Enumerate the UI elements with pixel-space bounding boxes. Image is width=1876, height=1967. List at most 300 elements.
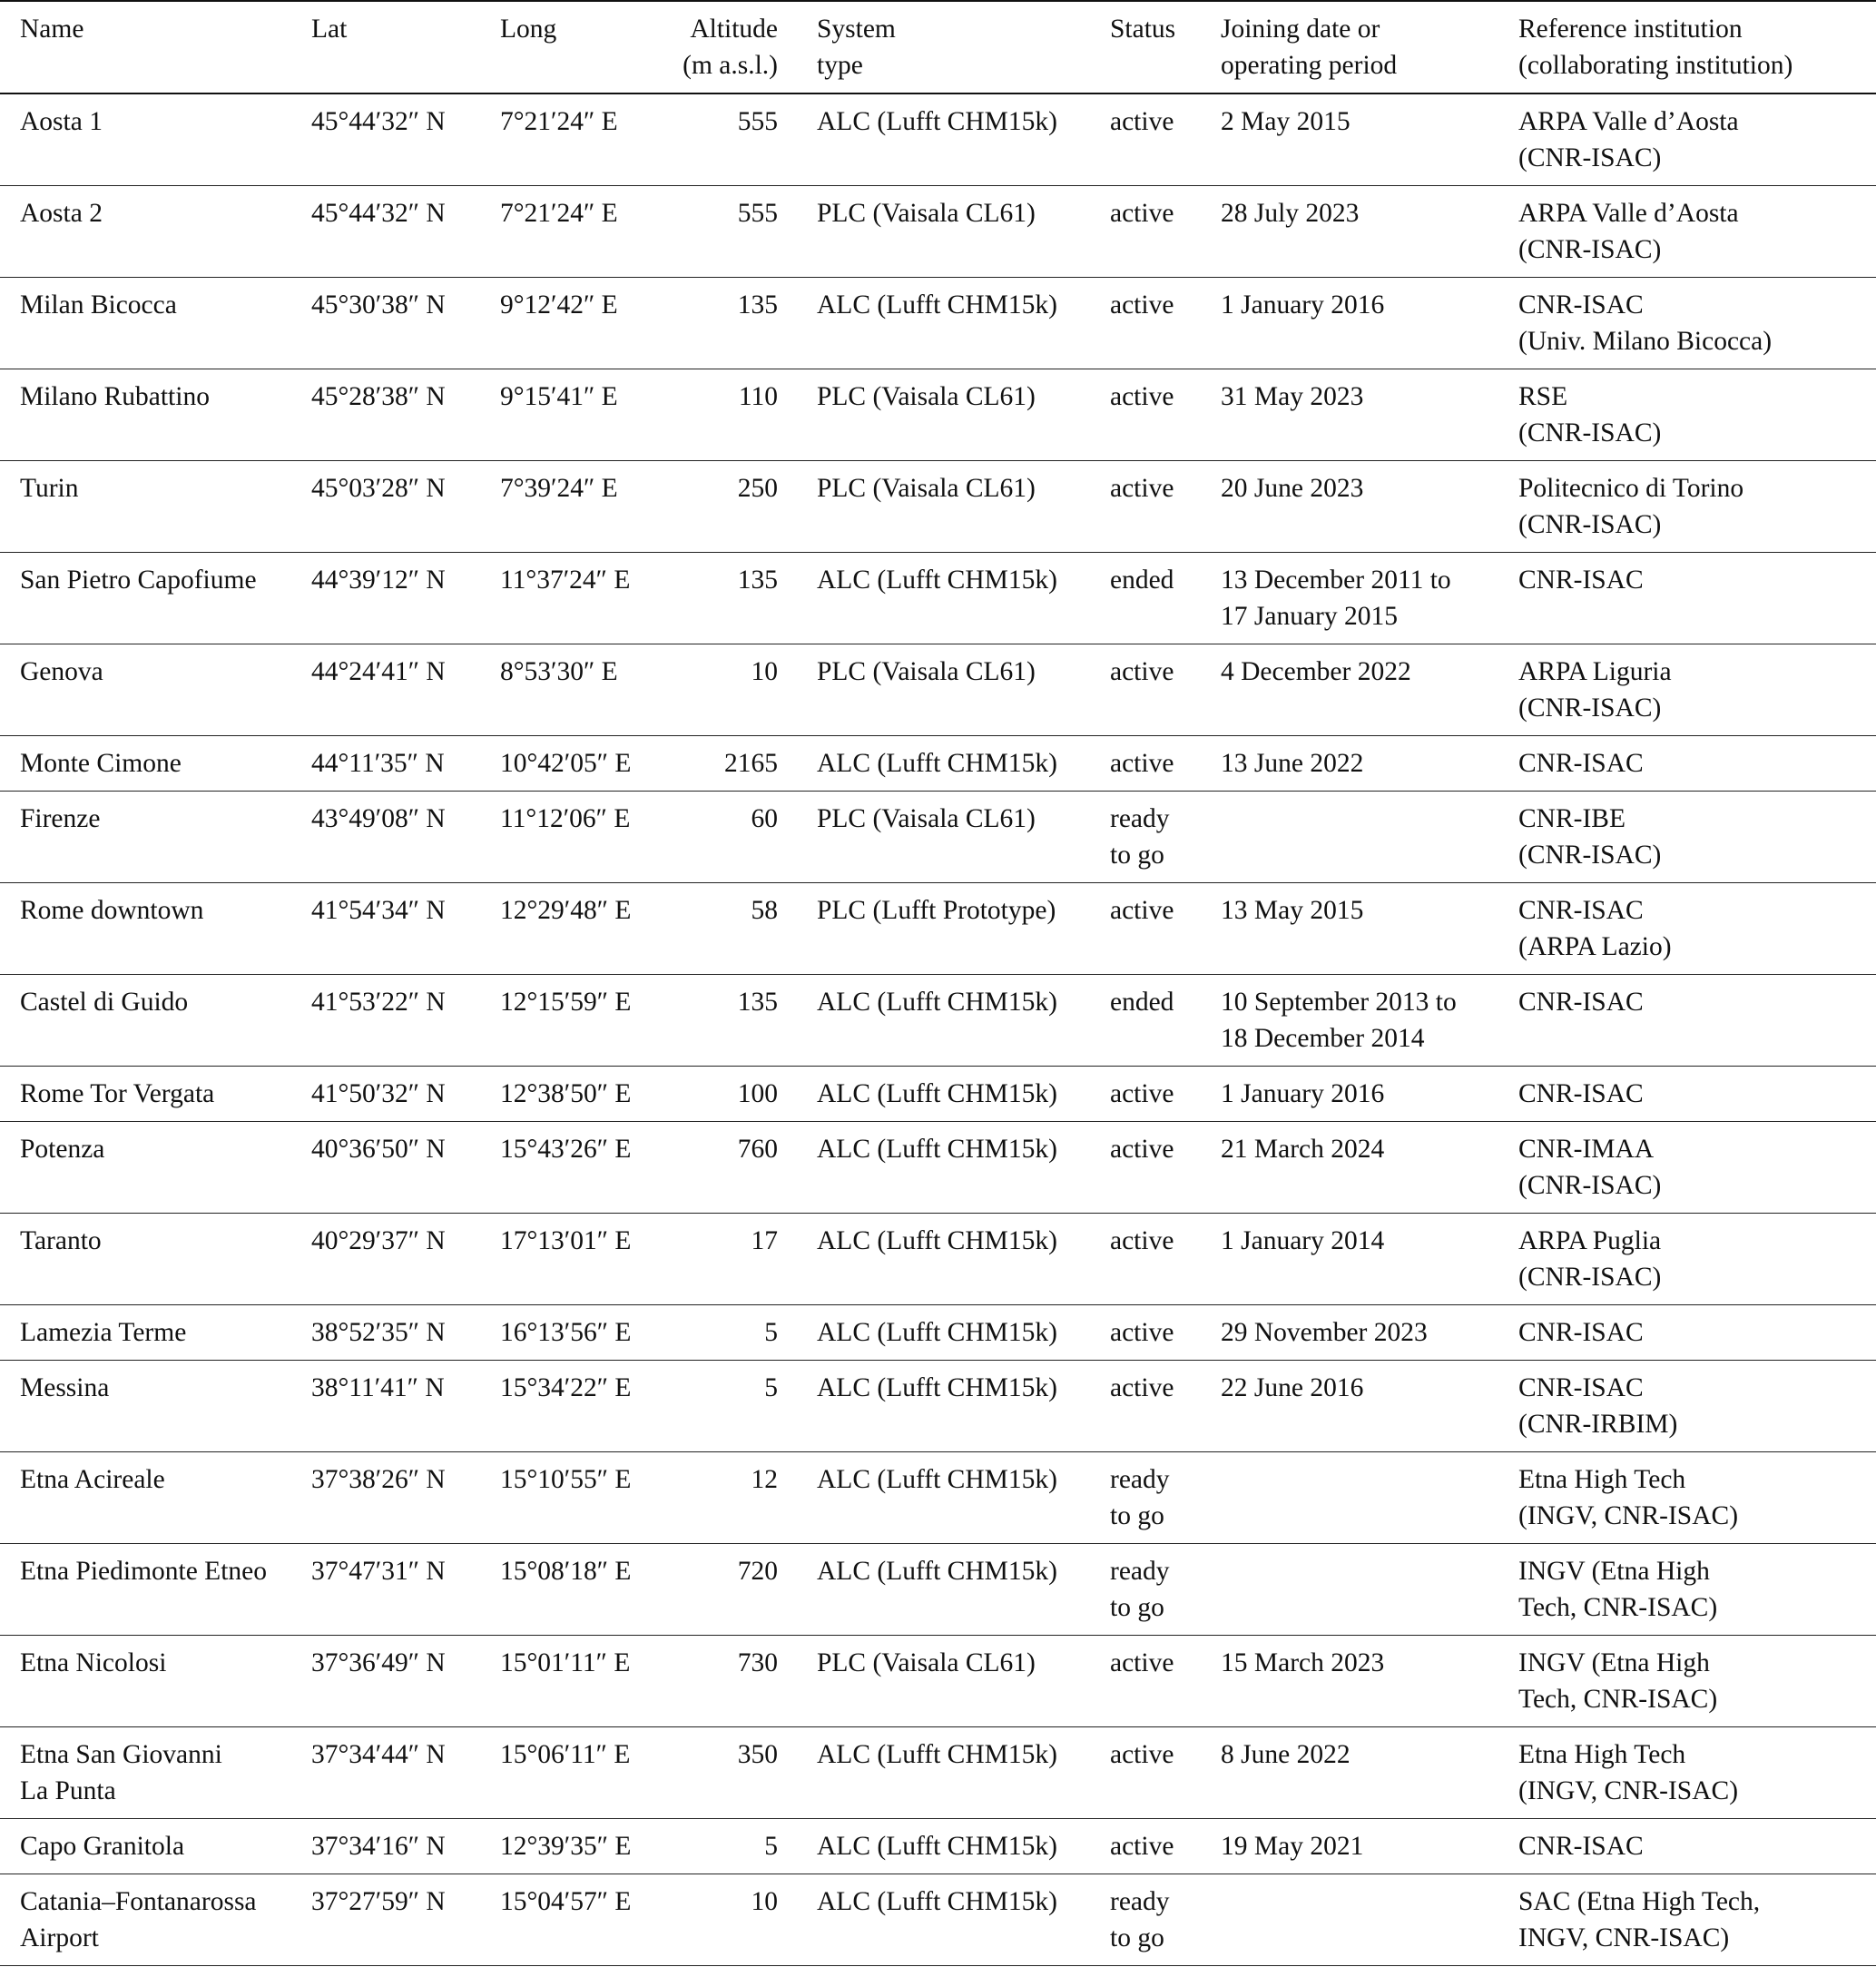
cell-text: Etna High Tech xyxy=(1518,1740,1686,1769)
cell-reference-institution xyxy=(1518,93,1876,186)
header-text: Status xyxy=(1110,15,1176,44)
cell-status xyxy=(1110,883,1221,975)
cell-name xyxy=(0,644,311,736)
cell-text: 37°38′26″ N xyxy=(311,1465,446,1494)
cell-long xyxy=(500,1727,642,1819)
cell-lat xyxy=(311,792,500,883)
cell-text: CNR-ISAC xyxy=(1518,896,1644,925)
cell-text: 15°04′57″ E xyxy=(500,1887,632,1916)
cell-name xyxy=(0,553,311,644)
cell-joining-date xyxy=(1221,883,1518,975)
cell-text: (CNR-ISAC) xyxy=(1518,510,1662,539)
cell-text: (CNR-ISAC) xyxy=(1518,143,1662,172)
cell-reference-institution xyxy=(1518,1361,1876,1452)
cell-altitude xyxy=(642,369,810,461)
cell-long xyxy=(500,1819,642,1874)
cell-lat xyxy=(311,278,500,369)
cell-text: 17°13′01″ E xyxy=(500,1226,632,1255)
cell-text: ALC (Lufft CHM15k) xyxy=(817,1079,1057,1108)
cell-text: ALC (Lufft CHM15k) xyxy=(817,1373,1057,1402)
cell-text: Catania–Fontanarossa xyxy=(20,1887,257,1916)
cell-status xyxy=(1110,278,1221,369)
cell-text: (CNR-ISAC) xyxy=(1518,693,1662,723)
header-text: Long xyxy=(500,15,557,44)
cell-text: PLC (Lufft Prototype) xyxy=(817,896,1056,925)
cell-text: 760 xyxy=(737,1135,778,1164)
cell-long xyxy=(500,369,642,461)
cell-joining-date xyxy=(1221,1214,1518,1305)
cell-name xyxy=(0,1452,311,1544)
cell-joining-date xyxy=(1221,1067,1518,1122)
cell-text: active xyxy=(1110,1318,1174,1347)
cell-text: ARPA Valle d’Aosta xyxy=(1518,199,1739,228)
cell-text: 100 xyxy=(737,1079,778,1108)
cell-text: ARPA Puglia xyxy=(1518,1226,1662,1255)
cell-altitude xyxy=(642,1819,810,1874)
cell-long xyxy=(500,1067,642,1122)
cell-text: Rome downtown xyxy=(20,896,204,925)
cell-text: active xyxy=(1110,896,1174,925)
cell-text: ready xyxy=(1110,1557,1170,1586)
cell-text: 15°34′22″ E xyxy=(500,1373,632,1402)
cell-text: ALC (Lufft CHM15k) xyxy=(817,1740,1057,1769)
cell-text: CNR-IMAA xyxy=(1518,1135,1655,1164)
cell-text: (INGV, CNR-ISAC) xyxy=(1518,1776,1739,1805)
cell-text: 1 January 2014 xyxy=(1221,1226,1385,1255)
cell-name xyxy=(0,278,311,369)
cell-status xyxy=(1110,736,1221,792)
cell-reference-institution xyxy=(1518,644,1876,736)
table-row xyxy=(0,369,1876,461)
cell-system-type xyxy=(810,1067,1110,1122)
cell-text: Tech, CNR-ISAC) xyxy=(1518,1685,1718,1714)
cell-text: 41°54′34″ N xyxy=(311,896,446,925)
cell-text: 7°21′24″ E xyxy=(500,199,618,228)
cell-status xyxy=(1110,644,1221,736)
cell-text: 44°24′41″ N xyxy=(311,657,446,686)
cell-system-type xyxy=(810,975,1110,1067)
cell-reference-institution xyxy=(1518,1874,1876,1966)
cell-joining-date xyxy=(1221,461,1518,553)
cell-reference-institution xyxy=(1518,1214,1876,1305)
cell-text: 19 May 2021 xyxy=(1221,1832,1364,1861)
cell-text: 15 March 2023 xyxy=(1221,1648,1385,1677)
cell-lat xyxy=(311,1636,500,1727)
cell-text: 13 May 2015 xyxy=(1221,896,1364,925)
cell-text: Capo Granitola xyxy=(20,1832,185,1861)
cell-status xyxy=(1110,461,1221,553)
cell-text: to go xyxy=(1110,1501,1164,1530)
header-text: (m a.s.l.) xyxy=(683,51,778,80)
cell-name xyxy=(0,1636,311,1727)
cell-long xyxy=(500,792,642,883)
cell-long xyxy=(500,1874,642,1966)
cell-text: (ARPA Lazio) xyxy=(1518,932,1672,961)
cell-text: 7°39′24″ E xyxy=(500,474,618,503)
table-row xyxy=(0,1067,1876,1122)
cell-altitude xyxy=(642,644,810,736)
cell-text: to go xyxy=(1110,1593,1164,1622)
cell-text: 555 xyxy=(737,199,778,228)
header-system-type xyxy=(810,1,1110,93)
cell-name xyxy=(0,975,311,1067)
cell-text: active xyxy=(1110,1648,1174,1677)
cell-text: ALC (Lufft CHM15k) xyxy=(817,1557,1057,1586)
cell-text: 350 xyxy=(737,1740,778,1769)
cell-text: active xyxy=(1110,1226,1174,1255)
cell-text: 12°29′48″ E xyxy=(500,896,632,925)
cell-lat xyxy=(311,1361,500,1452)
cell-text: Etna Acireale xyxy=(20,1465,165,1494)
cell-lat xyxy=(311,461,500,553)
cell-altitude xyxy=(642,1727,810,1819)
cell-text: 18 December 2014 xyxy=(1221,1024,1425,1053)
cell-name xyxy=(0,792,311,883)
cell-text: 135 xyxy=(737,988,778,1017)
cell-name xyxy=(0,369,311,461)
cell-name xyxy=(0,1067,311,1122)
cell-long xyxy=(500,1452,642,1544)
cell-joining-date xyxy=(1221,1361,1518,1452)
cell-system-type xyxy=(810,644,1110,736)
cell-text: 40°36′50″ N xyxy=(311,1135,446,1164)
header-text: Altitude xyxy=(690,15,778,44)
cell-joining-date xyxy=(1221,93,1518,186)
cell-altitude xyxy=(642,1452,810,1544)
cell-reference-institution xyxy=(1518,1727,1876,1819)
cell-text: (CNR-ISAC) xyxy=(1518,418,1662,447)
table-row xyxy=(0,1122,1876,1214)
cell-text: 10 xyxy=(751,1887,778,1916)
cell-long xyxy=(500,975,642,1067)
cell-reference-institution xyxy=(1518,278,1876,369)
cell-status xyxy=(1110,792,1221,883)
cell-status xyxy=(1110,1122,1221,1214)
cell-text: (CNR-ISAC) xyxy=(1518,1171,1662,1200)
cell-long xyxy=(500,644,642,736)
cell-text: ready xyxy=(1110,804,1170,833)
table-row xyxy=(0,883,1876,975)
cell-reference-institution xyxy=(1518,1305,1876,1361)
cell-text: 12°39′35″ E xyxy=(500,1832,632,1861)
cell-text: Etna Nicolosi xyxy=(20,1648,167,1677)
cell-system-type xyxy=(810,1727,1110,1819)
cell-text: Rome Tor Vergata xyxy=(20,1079,215,1108)
cell-text: active xyxy=(1110,1740,1174,1769)
header-text: System xyxy=(817,15,896,44)
cell-reference-institution xyxy=(1518,792,1876,883)
cell-text: (CNR-IRBIM) xyxy=(1518,1410,1678,1439)
cell-name xyxy=(0,1819,311,1874)
cell-text: ALC (Lufft CHM15k) xyxy=(817,1465,1057,1494)
cell-status xyxy=(1110,1636,1221,1727)
cell-text: 135 xyxy=(737,566,778,595)
cell-text: PLC (Vaisala CL61) xyxy=(817,804,1036,833)
cell-altitude xyxy=(642,278,810,369)
cell-text: INGV (Etna High xyxy=(1518,1648,1710,1677)
cell-text: CNR-ISAC xyxy=(1518,566,1644,595)
cell-reference-institution xyxy=(1518,1544,1876,1636)
cell-text: SAC (Etna High Tech, xyxy=(1518,1887,1761,1916)
cell-text: active xyxy=(1110,199,1174,228)
cell-long xyxy=(500,278,642,369)
cell-status xyxy=(1110,1544,1221,1636)
cell-lat xyxy=(311,1214,500,1305)
cell-reference-institution xyxy=(1518,1067,1876,1122)
cell-long xyxy=(500,1305,642,1361)
cell-text: 21 March 2024 xyxy=(1221,1135,1385,1164)
cell-reference-institution xyxy=(1518,883,1876,975)
cell-text: La Punta xyxy=(20,1776,116,1805)
cell-text: 31 May 2023 xyxy=(1221,382,1364,411)
cell-altitude xyxy=(642,93,810,186)
cell-status xyxy=(1110,93,1221,186)
cell-lat xyxy=(311,1874,500,1966)
cell-text: 13 June 2022 xyxy=(1221,749,1364,778)
table-row xyxy=(0,461,1876,553)
cell-system-type xyxy=(810,93,1110,186)
cell-text: 29 November 2023 xyxy=(1221,1318,1428,1347)
cell-lat xyxy=(311,1819,500,1874)
cell-lat xyxy=(311,93,500,186)
cell-name xyxy=(0,1122,311,1214)
cell-text: 13 December 2011 to xyxy=(1221,566,1451,595)
cell-joining-date xyxy=(1221,1819,1518,1874)
cell-name xyxy=(0,736,311,792)
cell-text: ARPA Liguria xyxy=(1518,657,1672,686)
cell-system-type xyxy=(810,1361,1110,1452)
cell-text: 730 xyxy=(737,1648,778,1677)
cell-text: Etna High Tech xyxy=(1518,1465,1686,1494)
cell-text: 60 xyxy=(751,804,778,833)
cell-lat xyxy=(311,975,500,1067)
cell-system-type xyxy=(810,1305,1110,1361)
cell-lat xyxy=(311,1544,500,1636)
cell-joining-date xyxy=(1221,644,1518,736)
header-text: Lat xyxy=(311,15,348,44)
cell-text: ALC (Lufft CHM15k) xyxy=(817,988,1057,1017)
cell-name xyxy=(0,1544,311,1636)
table-row xyxy=(0,1452,1876,1544)
cell-text: 43°49′08″ N xyxy=(311,804,446,833)
cell-text: 37°47′31″ N xyxy=(311,1557,446,1586)
cell-text: PLC (Vaisala CL61) xyxy=(817,657,1036,686)
cell-lat xyxy=(311,644,500,736)
table-row xyxy=(0,1544,1876,1636)
table-row xyxy=(0,1214,1876,1305)
cell-system-type xyxy=(810,883,1110,975)
cell-text: 5 xyxy=(764,1832,778,1861)
cell-long xyxy=(500,553,642,644)
cell-text: 15°01′11″ E xyxy=(500,1648,631,1677)
cell-text: ARPA Valle d’Aosta xyxy=(1518,107,1739,136)
cell-text: ended xyxy=(1110,988,1174,1017)
cell-text: CNR-ISAC xyxy=(1518,1079,1644,1108)
cell-text: ready xyxy=(1110,1887,1170,1916)
cell-lat xyxy=(311,1452,500,1544)
cell-text: ALC (Lufft CHM15k) xyxy=(817,1318,1057,1347)
table-row xyxy=(0,792,1876,883)
cell-text: 22 June 2016 xyxy=(1221,1373,1364,1402)
cell-text: 12°38′50″ E xyxy=(500,1079,632,1108)
cell-system-type xyxy=(810,1214,1110,1305)
cell-text: 37°34′16″ N xyxy=(311,1832,446,1861)
cell-system-type xyxy=(810,553,1110,644)
table-row xyxy=(0,975,1876,1067)
cell-text: Firenze xyxy=(20,804,101,833)
cell-text: Politecnico di Torino xyxy=(1518,474,1744,503)
cell-text: 41°50′32″ N xyxy=(311,1079,446,1108)
cell-text: Lamezia Terme xyxy=(20,1318,187,1347)
cell-text: active xyxy=(1110,1373,1174,1402)
cell-system-type xyxy=(810,1819,1110,1874)
cell-status xyxy=(1110,1305,1221,1361)
cell-text: INGV (Etna High xyxy=(1518,1557,1710,1586)
cell-joining-date xyxy=(1221,369,1518,461)
cell-reference-institution xyxy=(1518,1819,1876,1874)
cell-text: 10 xyxy=(751,657,778,686)
cell-long xyxy=(500,883,642,975)
cell-status xyxy=(1110,186,1221,278)
cell-text: 44°39′12″ N xyxy=(311,566,446,595)
cell-text: 250 xyxy=(737,474,778,503)
cell-system-type xyxy=(810,1544,1110,1636)
cell-altitude xyxy=(642,1067,810,1122)
cell-system-type xyxy=(810,1122,1110,1214)
cell-long xyxy=(500,461,642,553)
cell-text: 44°11′35″ N xyxy=(311,749,445,778)
cell-text: 45°03′28″ N xyxy=(311,474,446,503)
cell-text: ended xyxy=(1110,566,1174,595)
cell-text: (Univ. Milano Bicocca) xyxy=(1518,327,1773,356)
cell-text: ALC (Lufft CHM15k) xyxy=(817,107,1057,136)
cell-text: ALC (Lufft CHM15k) xyxy=(817,1887,1057,1916)
cell-long xyxy=(500,1214,642,1305)
cell-text: 5 xyxy=(764,1318,778,1347)
cell-text: (CNR-ISAC) xyxy=(1518,235,1662,264)
cell-status xyxy=(1110,975,1221,1067)
cell-text: Monte Cimone xyxy=(20,749,182,778)
cell-lat xyxy=(311,186,500,278)
cell-text: 41°53′22″ N xyxy=(311,988,446,1017)
cell-altitude xyxy=(642,1544,810,1636)
cell-altitude xyxy=(642,792,810,883)
header-text: type xyxy=(817,51,863,80)
cell-long xyxy=(500,1544,642,1636)
cell-text: CNR-ISAC xyxy=(1518,749,1644,778)
cell-altitude xyxy=(642,975,810,1067)
cell-long xyxy=(500,1361,642,1452)
cell-system-type xyxy=(810,278,1110,369)
cell-joining-date xyxy=(1221,1122,1518,1214)
cell-text: 4 December 2022 xyxy=(1221,657,1411,686)
cell-long xyxy=(500,736,642,792)
cell-text: 15°10′55″ E xyxy=(500,1465,632,1494)
cell-text: 10 September 2013 to xyxy=(1221,988,1457,1017)
cell-reference-institution xyxy=(1518,461,1876,553)
header-text: Reference institution xyxy=(1518,15,1743,44)
cell-text: active xyxy=(1110,749,1174,778)
cell-name xyxy=(0,883,311,975)
cell-text: 15°43′26″ E xyxy=(500,1135,632,1164)
cell-text: 16°13′56″ E xyxy=(500,1318,632,1347)
cell-text: (CNR-ISAC) xyxy=(1518,841,1662,870)
cell-text: PLC (Vaisala CL61) xyxy=(817,382,1036,411)
cell-altitude xyxy=(642,1122,810,1214)
cell-altitude xyxy=(642,1214,810,1305)
cell-reference-institution xyxy=(1518,369,1876,461)
cell-long xyxy=(500,1122,642,1214)
cell-text: 1 January 2016 xyxy=(1221,1079,1385,1108)
cell-text: 20 June 2023 xyxy=(1221,474,1364,503)
cell-text: CNR-ISAC xyxy=(1518,290,1644,320)
cell-text: RSE xyxy=(1518,382,1568,411)
cell-joining-date xyxy=(1221,553,1518,644)
cell-text: active xyxy=(1110,290,1174,320)
cell-altitude xyxy=(642,186,810,278)
table-row xyxy=(0,736,1876,792)
cell-joining-date xyxy=(1221,1452,1518,1544)
cell-text: Taranto xyxy=(20,1226,102,1255)
cell-text: 45°44′32″ N xyxy=(311,107,446,136)
cell-text: Aosta 2 xyxy=(20,199,103,228)
cell-text: Milano Rubattino xyxy=(20,382,210,411)
cell-name xyxy=(0,1727,311,1819)
cell-text: CNR-ISAC xyxy=(1518,1373,1644,1402)
cell-system-type xyxy=(810,186,1110,278)
cell-text: ALC (Lufft CHM15k) xyxy=(817,1226,1057,1255)
cell-name xyxy=(0,461,311,553)
cell-text: 110 xyxy=(738,382,778,411)
cell-long xyxy=(500,93,642,186)
cell-text: 12°15′59″ E xyxy=(500,988,632,1017)
cell-text: Messina xyxy=(20,1373,110,1402)
cell-text: 5 xyxy=(764,1373,778,1402)
cell-text: Etna San Giovanni xyxy=(20,1740,222,1769)
cell-text: 37°36′49″ N xyxy=(311,1648,446,1677)
cell-text: 40°29′37″ N xyxy=(311,1226,446,1255)
cell-text: active xyxy=(1110,1079,1174,1108)
cell-joining-date xyxy=(1221,186,1518,278)
cell-name xyxy=(0,1361,311,1452)
table-row xyxy=(0,644,1876,736)
table-row xyxy=(0,186,1876,278)
cell-text: 10°42′05″ E xyxy=(500,749,632,778)
table-body xyxy=(0,93,1876,1966)
cell-lat xyxy=(311,883,500,975)
cell-status xyxy=(1110,1727,1221,1819)
cell-text: 9°12′42″ E xyxy=(500,290,618,320)
cell-text: 17 January 2015 xyxy=(1221,602,1398,631)
cell-text: PLC (Vaisala CL61) xyxy=(817,199,1036,228)
cell-text: ALC (Lufft CHM15k) xyxy=(817,1832,1057,1861)
cell-text: 11°37′24″ E xyxy=(500,566,631,595)
cell-lat xyxy=(311,1122,500,1214)
table-header xyxy=(0,1,1876,93)
cell-text: 7°21′24″ E xyxy=(500,107,618,136)
cell-system-type xyxy=(810,1452,1110,1544)
cell-reference-institution xyxy=(1518,975,1876,1067)
cell-text: Potenza xyxy=(20,1135,105,1164)
cell-joining-date xyxy=(1221,278,1518,369)
cell-text: Castel di Guido xyxy=(20,988,189,1017)
cell-reference-institution xyxy=(1518,736,1876,792)
table-row xyxy=(0,1727,1876,1819)
cell-system-type xyxy=(810,1874,1110,1966)
header-altitude xyxy=(642,1,810,93)
cell-joining-date xyxy=(1221,1636,1518,1727)
cell-lat xyxy=(311,1067,500,1122)
